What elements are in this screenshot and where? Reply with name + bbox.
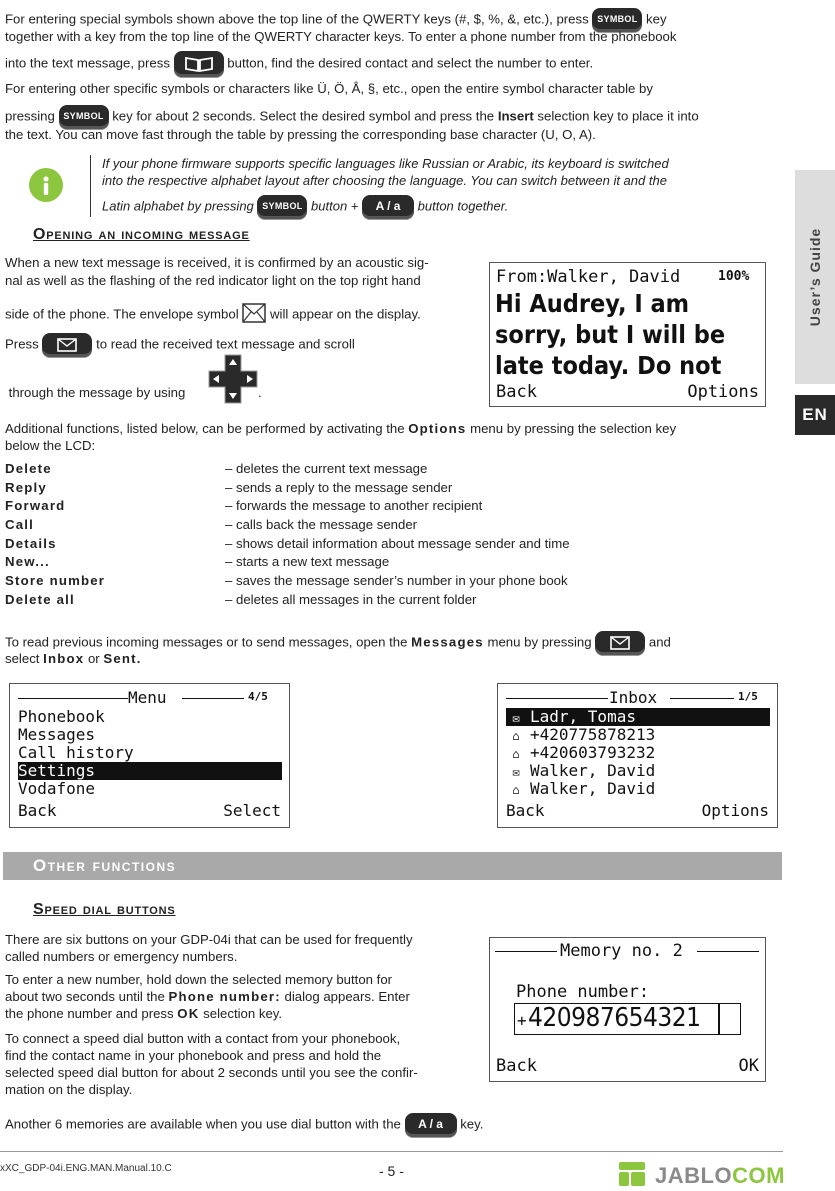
- speed-line-6: To connect a speed dial button with a contact from your phonebook,: [5, 1031, 401, 1046]
- options-intro-line-2: below the LCD:: [5, 438, 96, 453]
- brand-part-2: COM: [732, 1163, 785, 1188]
- symbol-key-icon: SYMBOL: [257, 195, 307, 219]
- lcd-menu-title: Menu: [128, 688, 167, 707]
- speed-line-1: There are six buttons on your GDP-04i that can be used for frequently: [5, 932, 413, 947]
- opening-heading: Opening an incoming message: [33, 226, 250, 243]
- envelope-icon: [242, 302, 266, 328]
- lcd-title-rule: [697, 951, 759, 952]
- symbol-key-icon: SYMBOL: [592, 8, 642, 32]
- function-description: – deletes the current text message: [225, 461, 428, 476]
- lcd-message-body: [495, 288, 725, 381]
- function-row: [5, 517, 795, 536]
- lcd-softkey-options[interactable]: Options: [701, 801, 769, 820]
- language-tab: [795, 395, 835, 435]
- intro-line-1: For entering special symbols shown above the top line of the QWERTY keys (#, $, %, &, etc.), press SYMBOL key: [5, 8, 795, 32]
- function-row: [5, 573, 795, 592]
- lcd-menu-screen: [9, 683, 290, 828]
- message-unread-icon: ⌂: [512, 747, 520, 761]
- lcd-memory-title: Memory no. 2: [560, 941, 683, 961]
- lcd-title-rule: [18, 698, 128, 699]
- function-description: – shows detail information about message sender and time: [225, 535, 570, 551]
- lcd-inbox-title: Inbox: [609, 688, 658, 707]
- info-icon: [29, 168, 63, 202]
- function-name: Reply: [5, 479, 47, 495]
- opening-line-3: side of the phone. The envelope symbol will appear on the display.: [5, 302, 483, 328]
- function-description: – forwards the message to another recipient: [225, 498, 483, 514]
- lcd-menu-item[interactable]: Phonebook: [18, 707, 105, 726]
- intro-line-5: pressing SYMBOL key for about 2 seconds. Select the desired symbol and press the Insert selection key to place it into: [5, 105, 795, 129]
- speed-line-9: mation on the display.: [5, 1082, 133, 1097]
- lcd-inbox-page: 1/5: [738, 690, 758, 703]
- lcd-menu-item[interactable]: Settings: [18, 762, 282, 780]
- message-unread-icon: ✉: [512, 711, 520, 725]
- jablocom-logo-icon: [617, 1160, 651, 1188]
- function-description: – saves the message sender’s number in your phone book: [225, 573, 568, 589]
- previous-line-1: To read previous incoming messages or to send messages, open the Messages menu by pressing and: [5, 631, 795, 655]
- function-row: [5, 536, 795, 555]
- previous-line-2: select Inbox or Sent.: [5, 651, 142, 666]
- lcd-title-rule: [506, 698, 608, 699]
- function-description: – sends a reply to the message sender: [225, 479, 453, 495]
- lcd-softkey-select[interactable]: Select: [223, 801, 281, 820]
- message-read-icon: ⌂: [512, 729, 520, 743]
- lcd-inbox-item[interactable]: [506, 780, 770, 798]
- aa-key-icon: A / a: [362, 195, 414, 219]
- function-name: Call: [5, 517, 34, 533]
- users-guide-tab: [795, 170, 835, 384]
- lcd-battery-indicator: 100%: [718, 269, 750, 284]
- lcd-menu-item[interactable]: Call history: [18, 743, 134, 762]
- lcd-inbox-item-label: +420775878213: [530, 725, 656, 744]
- lcd-softkey-back[interactable]: Back: [18, 801, 57, 820]
- speed-line-7: find the contact name in your phonebook and press and hold the: [5, 1048, 382, 1063]
- function-description: – deletes all messages in the current folder: [225, 591, 477, 607]
- note-line-3: Latin alphabet by pressing SYMBOL button + A / a button together.: [102, 195, 782, 219]
- function-name: New...: [5, 554, 50, 570]
- note-line-1: If your phone firmware supports specific languages like Russian or Arabic, its keyboard is switched: [102, 156, 669, 171]
- intro-line-6: the text. You can move fast through the table by pressing the corresponding base character (U, O, A).: [5, 127, 596, 142]
- lcd-phone-number-value: 420987654321: [528, 1003, 701, 1033]
- options-intro-line-1: Additional functions, listed below, can be performed by activating the Options menu by pressing the selection key: [5, 421, 677, 436]
- speed-line-5: the phone number and press OK selection key.: [5, 1006, 283, 1021]
- lcd-title-rule: [182, 698, 244, 699]
- navigation-pad-icon: [207, 353, 259, 408]
- function-row: [5, 554, 795, 573]
- note: [102, 155, 782, 219]
- jablocom-logo: [617, 1160, 785, 1191]
- speed-line-10: Another 6 memories are available when you use dial button with the A / a key.: [5, 1113, 565, 1137]
- lcd-inbox-item-label: Ladr, Tomas: [530, 707, 636, 726]
- lcd-menu-item[interactable]: Messages: [18, 725, 96, 744]
- lcd-inbox-screen: [497, 683, 778, 828]
- opening-line-5-end: .: [258, 385, 262, 400]
- lcd-inbox-item-label: Walker, David: [530, 779, 656, 798]
- lcd-inbox-item[interactable]: [506, 762, 770, 780]
- aa-key-icon: A / a: [405, 1113, 457, 1137]
- note-line-2: into the respective alphabet layout after choosing the language. You can switch between it and the: [102, 173, 667, 188]
- lcd-softkey-ok[interactable]: OK: [738, 1056, 759, 1076]
- other-functions-bar: [3, 852, 782, 880]
- lcd-phone-number-label: Phone number:: [516, 982, 650, 1002]
- function-row: [5, 498, 795, 517]
- message-read-icon: ✉: [512, 765, 520, 779]
- symbol-key-icon: SYMBOL: [59, 105, 109, 129]
- message-unread-icon: ⌂: [512, 783, 520, 797]
- opening-line-2: nal as well as the flashing of the red indicator light on the top right hand: [5, 273, 421, 288]
- language-label: EN: [802, 405, 828, 424]
- lcd-message-line: Hi Audrey, I am: [495, 289, 690, 318]
- lcd-menu-item[interactable]: Vodafone: [18, 779, 96, 798]
- lcd-plus-sign: +: [517, 1011, 527, 1030]
- lcd-phone-number-field[interactable]: [514, 1003, 719, 1035]
- function-row: [5, 592, 795, 611]
- function-description: – starts a new text message: [225, 554, 390, 570]
- function-name: Forward: [5, 498, 66, 514]
- envelope-key-icon: [42, 333, 92, 357]
- lcd-inbox-items: [506, 708, 770, 798]
- lcd-inbox-item[interactable]: [506, 744, 770, 762]
- lcd-inbox-item[interactable]: [506, 708, 770, 726]
- note-divider: [90, 155, 91, 217]
- footer-doc-id: xXC_GDP-04i.ENG.MAN.Manual.10.C: [0, 1163, 172, 1174]
- lcd-message-line: sorry, but I will be: [495, 320, 726, 349]
- brand-part-1: JABLO: [655, 1163, 733, 1188]
- function-name: Delete: [5, 461, 52, 476]
- lcd-menu-items: [18, 708, 282, 798]
- lcd-title-rule: [670, 698, 734, 699]
- lcd-menu-page: 4/5: [248, 690, 268, 703]
- lcd-inbox-item[interactable]: [506, 726, 770, 744]
- function-name: Delete all: [5, 591, 75, 607]
- intro-line-4: For entering other specific symbols or characters like Ü, Ö, Å, §, etc., open the entire symbol character table by: [5, 81, 653, 96]
- footer-rule: [0, 1151, 783, 1152]
- intro-line-2: together with a key from the top line of the QWERTY character keys. To enter a phone number from the phonebook: [5, 29, 677, 44]
- lcd-message-line: late today. Do not: [495, 351, 722, 380]
- lcd-softkey-back[interactable]: Back: [506, 801, 545, 820]
- function-name: Details: [5, 535, 57, 551]
- speed-line-4: about two seconds until the Phone number: dialog appears. Enter: [5, 989, 410, 1004]
- function-row: [5, 461, 795, 480]
- other-functions-heading: Other functions: [33, 856, 177, 875]
- lcd-message-screen: [489, 262, 766, 407]
- opening-line-4: Press to read the received text message and scroll: [5, 333, 483, 357]
- functions-list: [5, 461, 795, 611]
- users-guide-label: User’s Guide: [807, 227, 823, 327]
- opening-line-5: through the message by using: [8, 385, 186, 400]
- lcd-message-from: From:Walker, David: [496, 267, 681, 287]
- lcd-title-rule: [495, 951, 557, 952]
- function-name: Store number: [5, 573, 106, 589]
- lcd-softkey-back[interactable]: Back: [496, 1056, 537, 1076]
- opening-line-1: When a new text message is received, it is confirmed by an acoustic sig-: [5, 255, 429, 270]
- phonebook-key-icon: [174, 51, 224, 77]
- function-row: [5, 480, 795, 499]
- lcd-inbox-item-label: Walker, David: [530, 761, 656, 780]
- page-number: - 5 -: [379, 1163, 404, 1179]
- function-description: – calls back the message sender: [225, 517, 418, 533]
- lcd-cursor-cell: [719, 1003, 741, 1035]
- speed-line-2: called numbers or emergency numbers.: [5, 949, 238, 964]
- speed-line-8: selected speed dial button for about 2 seconds until you see the confir-: [5, 1065, 418, 1080]
- speed-dial-heading: Speed dial buttons: [33, 901, 176, 918]
- lcd-inbox-item-label: +420603793232: [530, 743, 656, 762]
- intro-line-3: into the text message, press button, find the desired contact and select the number to enter.: [5, 51, 795, 77]
- lcd-softkey-back[interactable]: Back: [496, 382, 537, 402]
- lcd-memory-screen: [489, 937, 766, 1082]
- lcd-softkey-options[interactable]: Options: [687, 382, 759, 402]
- speed-line-3: To enter a new number, hold down the selected memory button for: [5, 972, 393, 987]
